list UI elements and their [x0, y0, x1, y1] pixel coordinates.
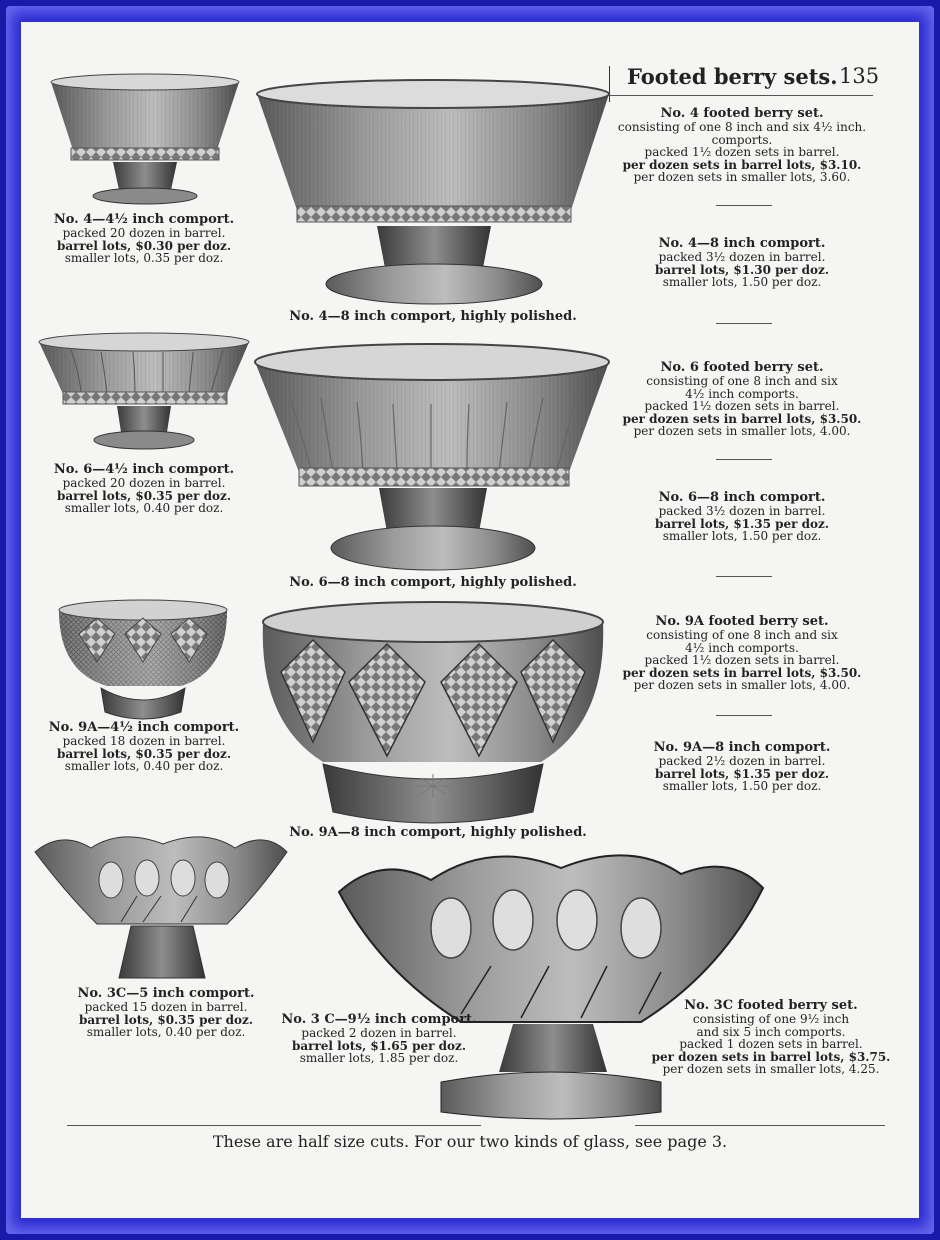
- caption-no6-small: [41, 462, 247, 515]
- comport-barrel-price: barrel lots, $1.30 per doz.: [654, 262, 830, 277]
- set-line: packed 1 dozen sets in barrel.: [679, 1037, 863, 1051]
- caption-no9a-small: [41, 720, 247, 773]
- footer-rule-left: [67, 1125, 481, 1126]
- set-no3c: [643, 998, 899, 1076]
- set-smaller-price: per dozen sets in smaller lots, 3.60.: [633, 170, 851, 184]
- page-number: 135: [839, 64, 880, 88]
- separator: [716, 323, 772, 324]
- comport-title: No. 4—8 inch comport.: [658, 236, 826, 251]
- caption-no9a-large: No. 9A—8 inch comport, highly polished.: [289, 825, 587, 840]
- comport-packing: packed 3½ dozen in barrel.: [658, 250, 826, 264]
- set-title: No. 6 footed berry set.: [660, 360, 824, 375]
- caption-title: No. 3 C—9½ inch comport.: [281, 1012, 477, 1027]
- comport-smaller-price: smaller lots, 1.50 per doz.: [662, 779, 822, 793]
- caption-smaller-price: smaller lots, 0.40 per doz.: [64, 759, 224, 773]
- caption-barrel-price: barrel lots, $0.35 per doz.: [56, 488, 232, 503]
- set-barrel-price: per dozen sets in barrel lots, $3.50.: [622, 665, 862, 680]
- caption-no4-small: [41, 212, 247, 265]
- caption-smaller-price: smaller lots, 0.40 per doz.: [86, 1025, 246, 1039]
- comport-smaller-price: smaller lots, 1.50 per doz.: [662, 529, 822, 543]
- no3c-small-comport-image: [35, 837, 287, 978]
- caption-title: No. 6—4½ inch comport.: [53, 462, 235, 477]
- set-no6: [607, 360, 877, 438]
- caption-smaller-price: smaller lots, 1.85 per doz.: [299, 1051, 459, 1065]
- caption-title: No. 9A—4½ inch comport.: [48, 720, 240, 735]
- comport-packing: packed 2½ dozen in barrel.: [658, 754, 826, 768]
- set-line: 4½ inch comports.: [685, 640, 799, 655]
- comport-packing: packed 3½ dozen in barrel.: [658, 504, 826, 518]
- caption-barrel-price: barrel lots, $0.30 per doz.: [56, 238, 232, 253]
- caption-packing: packed 18 dozen in barrel.: [62, 734, 226, 748]
- caption-packing: packed 20 dozen in barrel.: [62, 476, 226, 490]
- no9a-small-comport-image: [59, 600, 227, 719]
- set-line: consisting of one 9½ inch: [692, 1012, 850, 1026]
- set-no9a: [607, 614, 877, 692]
- set-title: No. 3C footed berry set.: [684, 998, 858, 1013]
- comport-title: No. 9A—8 inch comport.: [653, 740, 831, 755]
- set-title: No. 4 footed berry set.: [660, 106, 824, 121]
- caption-smaller-price: smaller lots, 0.40 per doz.: [64, 501, 224, 515]
- no4-large-comport-image: [257, 80, 609, 304]
- set-line: packed 1½ dozen sets in barrel.: [644, 145, 840, 159]
- no6-large-comport-image: [255, 344, 609, 570]
- set-line: packed 1½ dozen sets in barrel.: [644, 653, 840, 667]
- caption-no3c-small: [61, 986, 271, 1039]
- comport-no6-8inch: [607, 490, 877, 543]
- comport-barrel-price: barrel lots, $1.35 per doz.: [654, 766, 830, 781]
- set-title: No. 9A footed berry set.: [655, 614, 829, 629]
- caption-barrel-price: barrel lots, $1.65 per doz.: [291, 1038, 467, 1053]
- set-smaller-price: per dozen sets in smaller lots, 4.00.: [633, 424, 851, 438]
- set-line: packed 1½ dozen sets in barrel.: [644, 399, 840, 413]
- comport-no9a-8inch: [607, 740, 877, 793]
- caption-no6-large: No. 6—8 inch comport, highly polished.: [289, 575, 577, 590]
- set-line: comports.: [711, 132, 773, 147]
- caption-no3c-large: [279, 1012, 479, 1065]
- footer-note: These are half size cuts. For our two kinds of glass, see page 3.: [212, 1132, 728, 1151]
- caption-packing: packed 15 dozen in barrel.: [84, 1000, 248, 1014]
- set-line: consisting of one 8 inch and six 4½ inch.: [617, 120, 867, 134]
- comport-no4-8inch: [607, 236, 877, 289]
- caption-no4-large: No. 4—8 inch comport, highly polished.: [289, 309, 577, 324]
- caption-title: No. 3C—5 inch comport.: [77, 986, 255, 1001]
- caption-title: No. 4—4½ inch comport.: [53, 212, 235, 227]
- no4-small-comport-image: [51, 74, 239, 204]
- set-line: and six 5 inch comports.: [696, 1024, 846, 1039]
- set-barrel-price: per dozen sets in barrel lots, $3.10.: [622, 157, 862, 172]
- caption-packing: packed 20 dozen in barrel.: [62, 226, 226, 240]
- comport-title: No. 6—8 inch comport.: [658, 490, 826, 505]
- set-barrel-price: per dozen sets in barrel lots, $3.75.: [651, 1049, 891, 1064]
- page-title: Footed berry sets.: [627, 64, 838, 89]
- set-smaller-price: per dozen sets in smaller lots, 4.00.: [633, 678, 851, 692]
- set-smaller-price: per dozen sets in smaller lots, 4.25.: [662, 1062, 880, 1076]
- set-line: consisting of one 8 inch and six: [646, 628, 838, 642]
- comport-barrel-price: barrel lots, $1.35 per doz.: [654, 516, 830, 531]
- set-no4: [607, 106, 877, 184]
- separator: [716, 459, 772, 460]
- caption-barrel-price: barrel lots, $0.35 per doz.: [78, 1012, 254, 1027]
- caption-smaller-price: smaller lots, 0.35 per doz.: [64, 251, 224, 265]
- comport-smaller-price: smaller lots, 1.50 per doz.: [662, 275, 822, 289]
- caption-barrel-price: barrel lots, $0.35 per doz.: [56, 746, 232, 761]
- separator: [716, 205, 772, 206]
- no9a-large-comport-image: [263, 602, 603, 823]
- set-line: 4½ inch comports.: [685, 386, 799, 401]
- no6-small-comport-image: [39, 333, 249, 449]
- no3c-large-comport-image: [339, 855, 763, 1119]
- separator: [716, 576, 772, 577]
- set-barrel-price: per dozen sets in barrel lots, $3.50.: [622, 411, 862, 426]
- footer-rule-right: [635, 1125, 885, 1126]
- caption-packing: packed 2 dozen in barrel.: [301, 1026, 457, 1040]
- catalog-page: [21, 22, 919, 1218]
- set-line: consisting of one 8 inch and six: [646, 374, 838, 388]
- separator: [716, 715, 772, 716]
